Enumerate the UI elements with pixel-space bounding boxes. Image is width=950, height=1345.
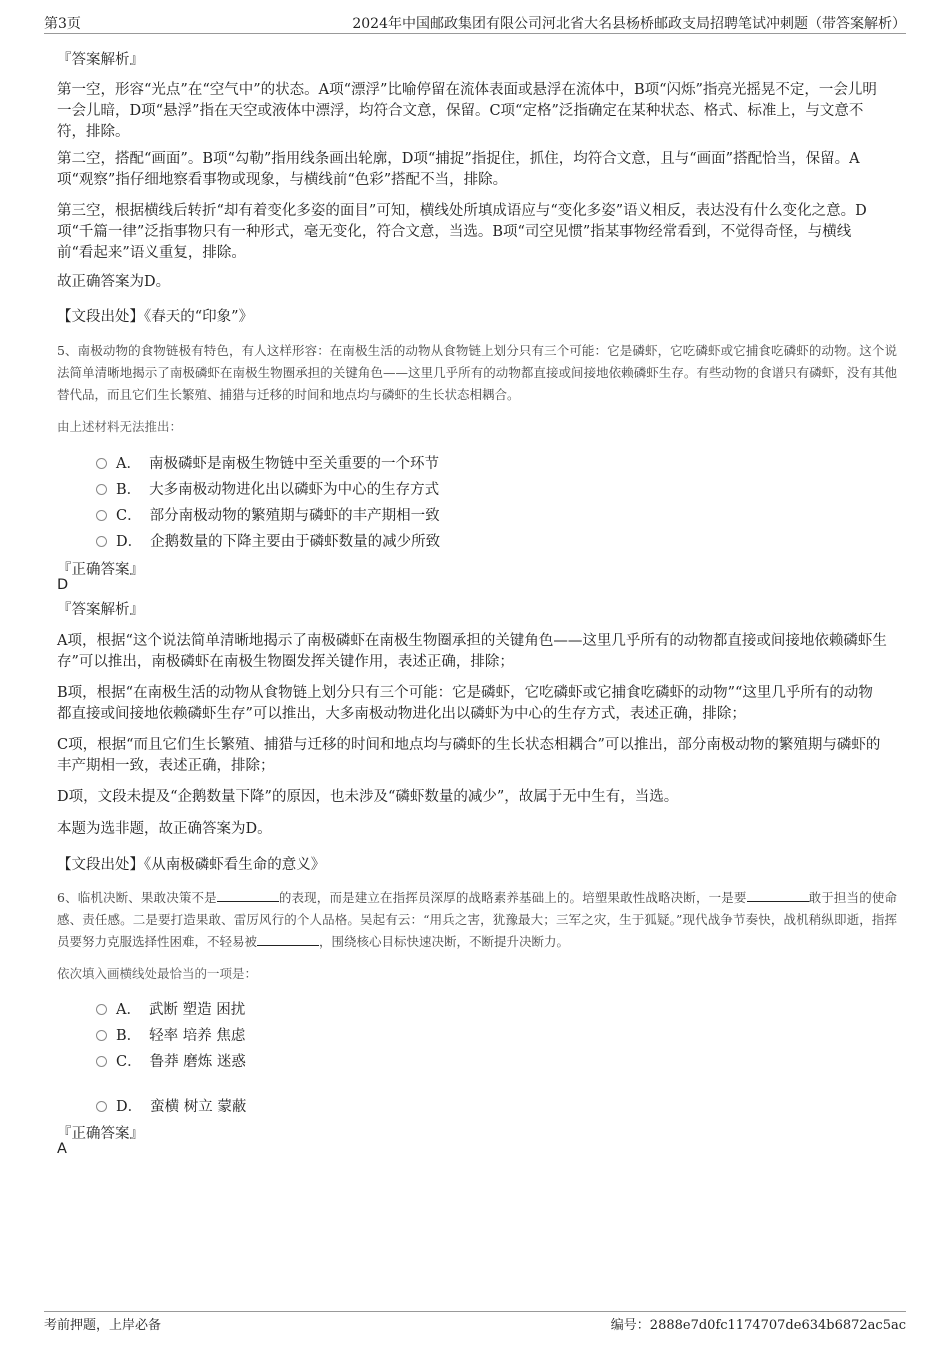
analysis-paragraph: 第一空，形容“光点”在“空气中”的状态。A项“漂浮”比喻停留在流体表面或悬浮在流体中，B项“闪烁”指亮光摇晃不定，一会儿明一会儿暗，D项“悬浮”指在天空或液体中漂浮，均符合文意，保留。C项“定格”泛指确定在某种状态、格式、标准上，与文意不符，排除。 (57, 82, 877, 140)
page-number: 第3页 (44, 16, 81, 32)
option-text: 蛮横 树立 蒙蔽 (150, 1099, 247, 1115)
analysis-conclusion: 故正确答案为D。 (57, 274, 171, 290)
option-letter: C． (116, 508, 142, 524)
correct-answer: D (57, 577, 69, 593)
radio-icon[interactable] (96, 1056, 107, 1067)
option-text: 鲁莽 磨炼 迷惑 (149, 1054, 246, 1070)
option-letter: C． (116, 1054, 142, 1070)
option-d[interactable] (96, 530, 440, 550)
option-b[interactable] (96, 478, 439, 498)
analysis-paragraph: 第三空，根据横线后转折“却有着变化多姿的面目”可知，横线处所填成语应与“变化多姿”语义相反，表达没有什么变化之意。D项“千篇一律”泛指事物只有一种形式，毫无变化，符合文意，当选。B项“司空见惯”指某事物经常看到，不觉得奇怪，与横线前“看起来”语义重复，排除。 (57, 203, 867, 261)
fill-blank (257, 933, 319, 946)
option-text: 部分南极动物的繁殖期与磷虾的丰产期相一致 (149, 508, 440, 524)
option-text: 武断 塑造 困扰 (148, 1002, 246, 1018)
radio-icon[interactable] (96, 536, 107, 547)
option-c[interactable] (96, 504, 440, 524)
footer-divider (44, 1311, 906, 1312)
option-letter: B． (116, 482, 142, 498)
fill-blank (217, 889, 279, 902)
stem-part: 6、临机决断、果敢决策不是 (57, 890, 217, 905)
analysis-paragraph: D项，文段未提及“企鹅数量下降”的原因，也未涉及“磷虾数量的减少”，故属于无中生有，当选。 (57, 789, 679, 805)
radio-icon[interactable] (96, 458, 107, 469)
stem-part: 的表现，而是建立在指挥员深厚的战略素养基础上的。培塑果敢性战略决断，一是要 (278, 890, 747, 905)
correct-answer-label: 『正确答案』 (57, 1126, 144, 1142)
option-letter: D． (116, 1099, 143, 1115)
analysis-paragraph: A项，根据“这个说法简单清晰地揭示了南极磷虾在南极生物圈承担的关键角色——这里几乎所有的动物都直接或间接地依赖磷虾生存”可以推出，南极磷虾在南极生物圈发挥关键作用，表述正确，排除； (57, 633, 887, 670)
option-letter: D． (116, 534, 143, 550)
radio-icon[interactable] (96, 510, 107, 521)
option-d[interactable] (96, 1095, 246, 1115)
analysis-paragraph: C项，根据“而且它们生长繁殖、捕猎与迁移的时间和地点均与磷虾的生长状态相耦合”可以推出，部分南极动物的繁殖期与磷虾的丰产期相一致，表述正确，排除； (57, 737, 881, 774)
stem-part: 敢于担当的使命感、责任感。二是要打造果敢、雷厉风行的个人品格。吴起有云：“用兵之害，犹豫最大；三军之灾，生于狐疑。”现代战争节奏快，战机稍纵即逝，指挥员要努力克服选择性困难，不轻易被 (57, 890, 897, 949)
option-letter: A． (116, 456, 141, 472)
question-prompt: 由上述材料无法推出： (57, 419, 183, 434)
analysis-label: 『答案解析』 (57, 602, 144, 618)
radio-icon[interactable] (96, 1030, 107, 1041)
correct-answer-label: 『正确答案』 (57, 562, 144, 578)
stem-part: ，围绕核心目标快速决断，不断提升决断力。 (319, 934, 570, 949)
footer-slogan: 考前押题，上岸必备 (44, 1318, 162, 1333)
option-text: 轻率 培养 焦虑 (149, 1028, 246, 1044)
question-prompt: 依次填入画横线处最恰当的一项是： (57, 966, 258, 981)
analysis-paragraph: 第二空，搭配“画面”。B项“勾勒”指用线条画出轮廓，D项“捕捉”指捉住，抓住，均符合文意，且与“画面”搭配恰当，保留。A项“观察”指仔细地察看事物或现象，与横线前“色彩”搭配不当，排除。 (57, 151, 860, 188)
fill-blank (747, 889, 809, 902)
correct-answer: A (57, 1141, 67, 1157)
option-letter: A． (116, 1002, 141, 1018)
radio-icon[interactable] (96, 1004, 107, 1015)
document-title: 2024年中国邮政集团有限公司河北省大名县杨桥邮政支局招聘笔试冲刺题（带答案解析） (352, 16, 906, 32)
option-b[interactable] (96, 1024, 245, 1044)
passage-source: 【文段出处】《从南极磷虾看生命的意义》 (57, 857, 326, 873)
analysis-paragraph: B项，根据“在南极生活的动物从食物链上划分只有三个可能：它是磷虾，它吃磷虾或它捕食吃磷虾的动物”“这里几乎所有的动物都直接或间接地依赖磷虾生存”可以推出，大多南极动物进化出以磷虾为中心的生存方式，表述正确，排除； (57, 685, 873, 722)
radio-icon[interactable] (96, 1101, 107, 1112)
header-divider (44, 33, 906, 34)
option-a[interactable] (96, 998, 245, 1018)
option-a[interactable] (96, 452, 439, 472)
option-letter: B． (116, 1028, 142, 1044)
radio-icon[interactable] (96, 484, 107, 495)
document-id: 编号：2888e7d0fc1174707de634b6872ac5ac (610, 1318, 906, 1333)
option-text: 大多南极动物进化出以磷虾为中心的生存方式 (149, 482, 440, 498)
option-text: 企鹅数量的下降主要由于磷虾数量的减少所致 (150, 534, 441, 550)
analysis-label: 『答案解析』 (57, 52, 144, 68)
question-stem: 5、南极动物的食物链极有特色，有人这样形容：在南极生活的动物从食物链上划分只有三个可能：它是磷虾，它吃磷虾或它捕食吃磷虾的动物。这个说法简单清晰地揭示了南极磷虾在南极生物圈承担的关键角色——这里几乎所有的动物都直接或间接地依赖磷虾生存。有些动物的食谱只有磷虾，没有其他替代品，而且它们生长繁殖、捕猎与迁移的时间和地点均与磷虾的生长状态相耦合。 (57, 343, 897, 402)
analysis-conclusion: 本题为选非题，故正确答案为D。 (57, 821, 272, 837)
option-c[interactable] (96, 1050, 246, 1070)
question-stem (57, 887, 897, 953)
option-text: 南极磷虾是南极生物链中至关重要的一个环节 (148, 456, 439, 472)
passage-source: 【文段出处】《春天的“印象”》 (57, 309, 254, 325)
